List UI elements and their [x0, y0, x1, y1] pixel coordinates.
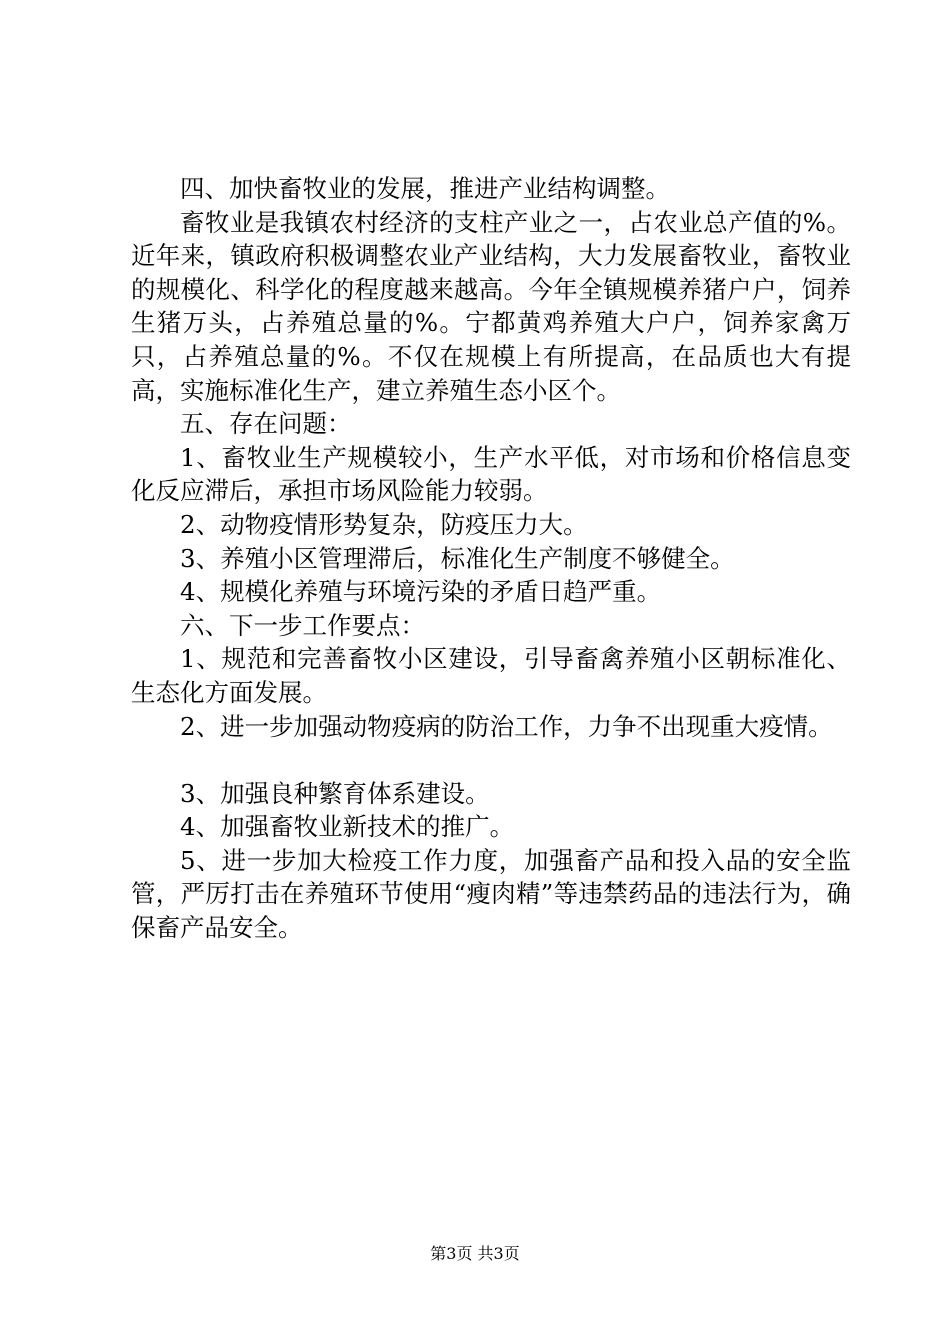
body-paragraph: 畜牧业是我镇农村经济的支柱产业之一，占农业总产值的%。近年来，镇政府积极调整农业产业结构，大力发展畜牧业，畜牧业的规模化、科学化的程度越来越高。今年全镇规模养猪户户，饲养生猪万头，占养殖总量的%。宁都黄鸡养殖大户户，饲养家禽万只，占养殖总量的%。不仅在规模上有所提高，在品质也大有提高，实施标准化生产，建立养殖生态小区个。 [131, 207, 851, 405]
document-body [131, 172, 851, 945]
list-item: 2、进一步加强动物疫病的防治工作，力争不出现重大疫情。 [180, 711, 833, 741]
list-item: 1、畜牧业生产规模较小，生产水平低，对市场和价格信息变化反应滞后，承担市场风险能力较弱。 [131, 442, 851, 506]
list-item: 4、加强畜牧业新技术的推广。 [180, 812, 515, 842]
list-item: 2、动物疫情形势复杂，防疫压力大。 [180, 509, 588, 539]
section-heading-6: 六、下一步工作要点： [180, 610, 425, 640]
list-item: 4、规模化养殖与环境污染的矛盾日趋严重。 [180, 577, 662, 607]
section-heading-4: 四、加快畜牧业的发展，推进产业结构调整。 [180, 174, 670, 203]
list-item: 3、加强良种繁育体系建设。 [180, 778, 490, 808]
list-item: 1、规范和完善畜牧小区建设，引导畜禽养殖小区朝标准化、生态化方面发展。 [131, 644, 851, 707]
page-number-footer: 第3页 共3页 [430, 1244, 520, 1263]
list-item: 5、进一步加大检疫工作力度，加强畜产品和投入品的安全监管，严厉打击在养殖环节使用“瘦肉精”等违禁药品的违法行为，确保畜产品安全。 [131, 845, 851, 943]
list-item: 3、养殖小区管理滞后，标准化生产制度不够健全。 [180, 543, 735, 573]
section-heading-5: 五、存在问题： [180, 409, 352, 439]
